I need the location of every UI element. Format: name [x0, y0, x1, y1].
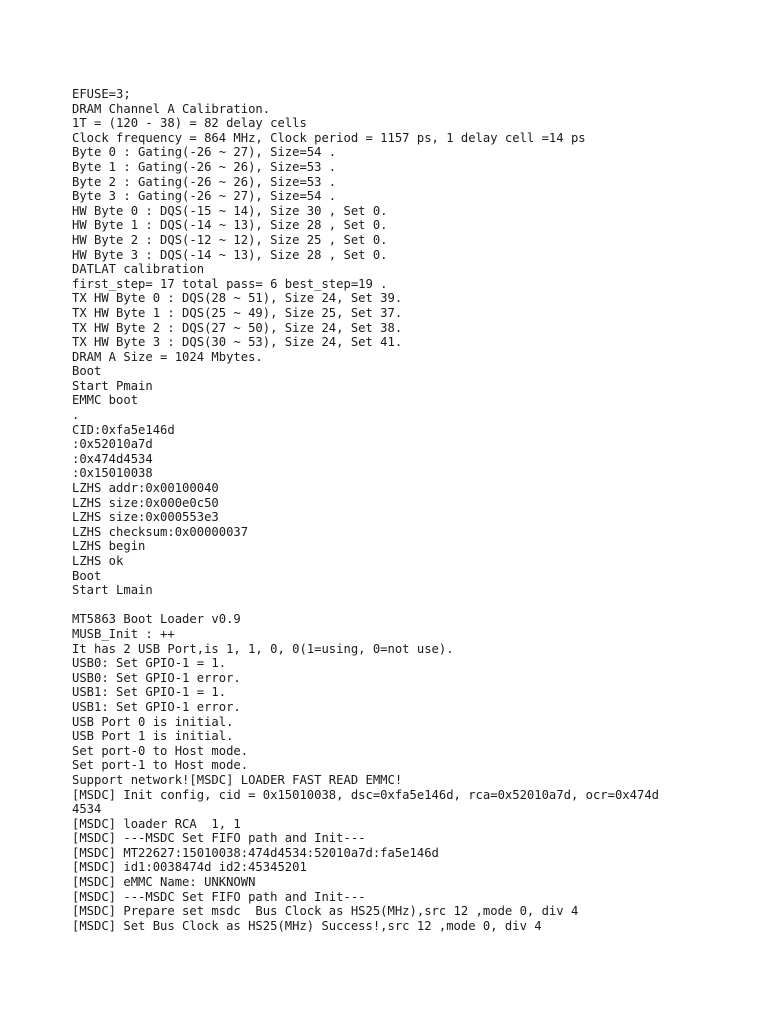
- log-line: LZHS addr:0x00100040: [72, 481, 219, 496]
- log-line: :0x52010a7d: [72, 437, 153, 452]
- log-line: MUSB_Init : ++: [72, 626, 175, 641]
- log-line: It has 2 USB Port,is 1, 1, 0, 0(1=using, 0=not use).: [72, 641, 454, 656]
- log-line: USB0: Set GPIO-1 = 1.: [72, 656, 227, 671]
- log-line: HW Byte 2 : DQS(-12 ~ 12), Size 25 , Set 0.: [72, 232, 388, 247]
- log-line: Set port-0 to Host mode.: [72, 743, 249, 758]
- log-line: Byte 0 : Gating(-26 ~ 27), Size=54 .: [72, 145, 337, 160]
- log-line: [MSDC] MT22627:15010038:474d4534:52010a7d:fa5e146d: [72, 845, 439, 860]
- log-block-boot-loader: [72, 612, 752, 933]
- log-line: [MSDC] Set Bus Clock as HS25(MHz) Success!,src 12 ,mode 0, div 4: [72, 918, 542, 933]
- log-line: HW Byte 1 : DQS(-14 ~ 13), Size 28 , Set 0.: [72, 218, 388, 233]
- log-line: TX HW Byte 1 : DQS(25 ~ 49), Size 25, Set 37.: [72, 305, 403, 320]
- log-line: USB1: Set GPIO-1 error.: [72, 699, 241, 714]
- log-line: [MSDC] eMMC Name: UNKNOWN: [72, 875, 256, 890]
- log-line: MT5863 Boot Loader v0.9: [72, 612, 241, 627]
- log-line: [MSDC] ---MSDC Set FIFO path and Init---: [72, 831, 366, 846]
- log-line: Boot: [72, 568, 102, 583]
- log-line: :0x15010038: [72, 466, 153, 481]
- log-line: 1T = (120 - 38) = 82 delay cells: [72, 116, 307, 131]
- log-line: [MSDC] loader RCA 1, 1: [72, 816, 241, 831]
- log-line: USB1: Set GPIO-1 = 1.: [72, 685, 227, 700]
- log-line: LZHS begin: [72, 539, 146, 554]
- log-line: :0x474d4534: [72, 451, 153, 466]
- log-line: Byte 1 : Gating(-26 ~ 26), Size=53 .: [72, 159, 337, 174]
- log-line: Boot: [72, 364, 102, 379]
- log-line: USB Port 0 is initial.: [72, 714, 234, 729]
- log-line: Set port-1 to Host mode.: [72, 758, 249, 773]
- log-line: Start Lmain: [72, 583, 153, 598]
- log-line: TX HW Byte 0 : DQS(28 ~ 51), Size 24, Set 39.: [72, 291, 403, 306]
- log-line: DATLAT calibration: [72, 262, 205, 277]
- boot-log: [72, 87, 752, 933]
- log-line: LZHS size:0x000e0c50: [72, 495, 219, 510]
- log-line: EMMC boot: [72, 393, 139, 408]
- log-line: TX HW Byte 2 : DQS(27 ~ 50), Size 24, Set 38.: [72, 320, 403, 335]
- log-line: CID:0xfa5e146d: [72, 422, 175, 437]
- log-line: Byte 2 : Gating(-26 ~ 26), Size=53 .: [72, 174, 337, 189]
- log-line: Support network![MSDC] LOADER FAST READ EMMC!: [72, 772, 403, 787]
- log-line: HW Byte 0 : DQS(-15 ~ 14), Size 30 , Set 0.: [72, 203, 388, 218]
- log-line: Byte 3 : Gating(-26 ~ 27), Size=54 .: [72, 189, 337, 204]
- log-line: USB Port 1 is initial.: [72, 729, 234, 744]
- log-line: DRAM A Size = 1024 Mbytes.: [72, 349, 263, 364]
- log-line: LZHS size:0x000553e3: [72, 510, 219, 525]
- log-line: EFUSE=3;: [72, 87, 131, 101]
- log-line: USB0: Set GPIO-1 error.: [72, 670, 241, 685]
- log-line: [MSDC] id1:0038474d id2:45345201: [72, 860, 307, 875]
- log-line: DRAM Channel A Calibration.: [72, 101, 271, 116]
- log-line: 4534: [72, 802, 102, 817]
- log-line: LZHS checksum:0x00000037: [72, 524, 249, 539]
- log-line: LZHS ok: [72, 554, 124, 568]
- log-line: Clock frequency = 864 MHz, Clock period = 1157 ps, 1 delay cell =14 ps: [72, 130, 586, 145]
- log-block-dram-calibration: [72, 87, 752, 598]
- log-line: [MSDC] Init config, cid = 0x15010038, dsc=0xfa5e146d, rca=0x52010a7d, ocr=0x474d: [72, 787, 659, 802]
- log-line: TX HW Byte 3 : DQS(30 ~ 53), Size 24, Set 41.: [72, 335, 403, 350]
- log-line: [MSDC] Prepare set msdc Bus Clock as HS25(MHz),src 12 ,mode 0, div 4: [72, 904, 579, 919]
- log-line: HW Byte 3 : DQS(-14 ~ 13), Size 28 , Set 0.: [72, 247, 388, 262]
- block-separator: [72, 598, 752, 613]
- log-line: .: [72, 408, 80, 423]
- log-line: [MSDC] ---MSDC Set FIFO path and Init---: [72, 889, 366, 904]
- log-line: first_step= 17 total pass= 6 best_step=19 .: [72, 276, 388, 291]
- log-line: Start Pmain: [72, 378, 153, 393]
